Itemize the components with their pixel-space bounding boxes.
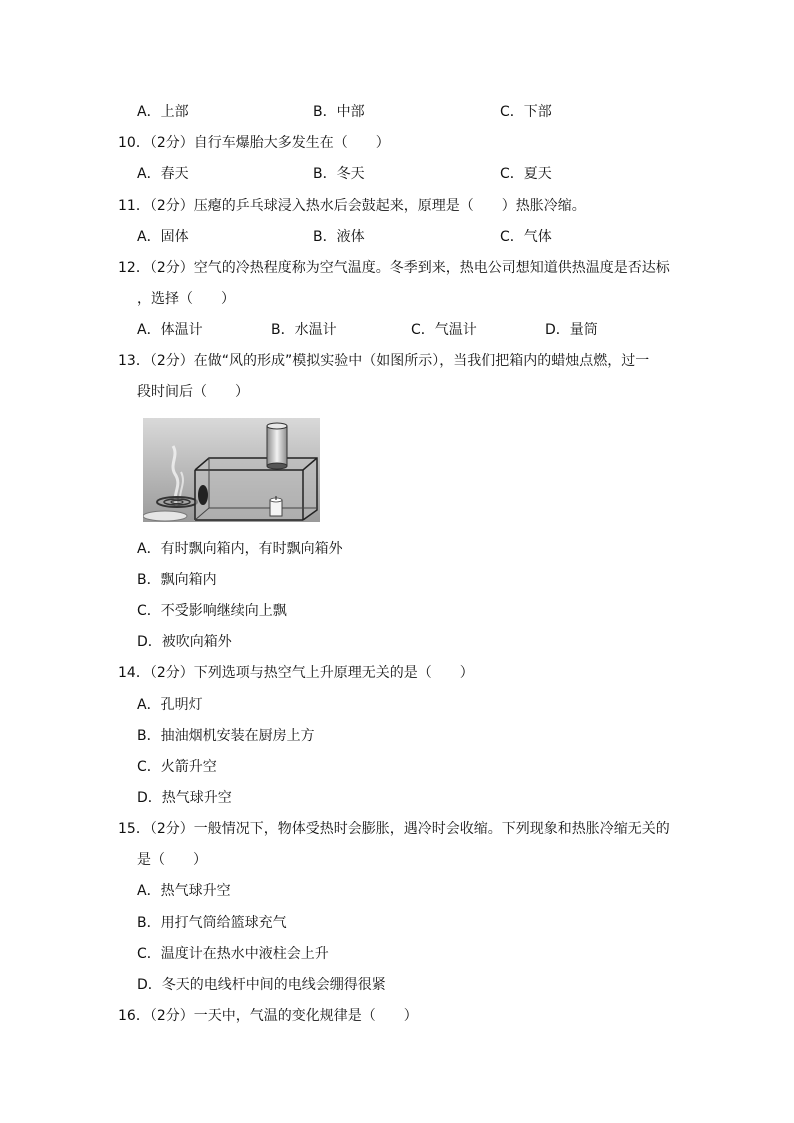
q13-option-d: D．被吹向箱外 bbox=[137, 634, 232, 650]
q14-option-b: B．抽油烟机安装在厨房上方 bbox=[137, 728, 315, 744]
q10-option-c: C．夏天 bbox=[500, 166, 552, 182]
q9-option-a: A．上部 bbox=[137, 104, 189, 120]
q15-option-d: D．冬天的电线杆中间的电线会绷得很紧 bbox=[137, 977, 386, 993]
q10-stem: 10．（2分）自行车爆胎大多发生在（ ） bbox=[118, 135, 390, 151]
q14-option-c: C．火箭升空 bbox=[137, 759, 217, 775]
q10-option-a: A．春天 bbox=[137, 166, 189, 182]
q15-option-c: C．温度计在热水中液柱会上升 bbox=[137, 946, 329, 962]
q14-stem: 14．（2分）下列选项与热空气上升原理无关的是（ ） bbox=[118, 665, 474, 681]
q13-option-a: A．有时飘向箱内，有时飘向箱外 bbox=[137, 541, 343, 557]
wind-box-illustration bbox=[143, 418, 320, 522]
q15-option-b: B．用打气筒给篮球充气 bbox=[137, 915, 287, 931]
q12-option-b: B．水温计 bbox=[271, 322, 337, 338]
q12-option-c: C．气温计 bbox=[411, 322, 477, 338]
q13-option-b: B．飘向箱内 bbox=[137, 572, 217, 588]
q15-stem-line1: 15．（2分）一般情况下，物体受热时会膨胀，遇冷时会收缩。下列现象和热胀冷缩无关的 bbox=[118, 821, 670, 837]
q10-option-b: B．冬天 bbox=[313, 166, 365, 182]
wind-experiment-figure bbox=[143, 418, 320, 522]
q15-option-a: A．热气球升空 bbox=[137, 883, 231, 899]
q12-stem-line2: ，选择（ ） bbox=[137, 291, 235, 307]
q16-stem: 16．（2分）一天中，气温的变化规律是（ ） bbox=[118, 1008, 418, 1024]
q9-option-c: C．下部 bbox=[500, 104, 552, 120]
q11-option-c: C．气体 bbox=[500, 229, 552, 245]
q13-option-c: C．不受影响继续向上飘 bbox=[137, 603, 287, 619]
q14-option-d: D．热气球升空 bbox=[137, 790, 232, 806]
q11-stem: 11．（2分）压瘪的乒乓球浸入热水后会鼓起来，原理是（ ）热胀冷缩。 bbox=[118, 198, 586, 214]
q11-option-a: A．固体 bbox=[137, 229, 189, 245]
q15-stem-line2: 是（ ） bbox=[137, 852, 207, 868]
q14-option-a: A．孔明灯 bbox=[137, 697, 203, 713]
q9-option-b: B．中部 bbox=[313, 104, 365, 120]
q12-option-a: A．体温计 bbox=[137, 322, 203, 338]
q13-stem-line2: 段时间后（ ） bbox=[137, 384, 249, 400]
q12-stem-line1: 12．（2分）空气的冷热程度称为空气温度。冬季到来，热电公司想知道供热温度是否达标 bbox=[118, 260, 670, 276]
q12-option-d: D．量筒 bbox=[545, 322, 598, 338]
q13-stem-line1: 13．（2分）在做“风的形成”模拟实验中（如图所示），当我们把箱内的蜡烛点燃，过一 bbox=[118, 353, 650, 369]
q11-option-b: B．液体 bbox=[313, 229, 365, 245]
